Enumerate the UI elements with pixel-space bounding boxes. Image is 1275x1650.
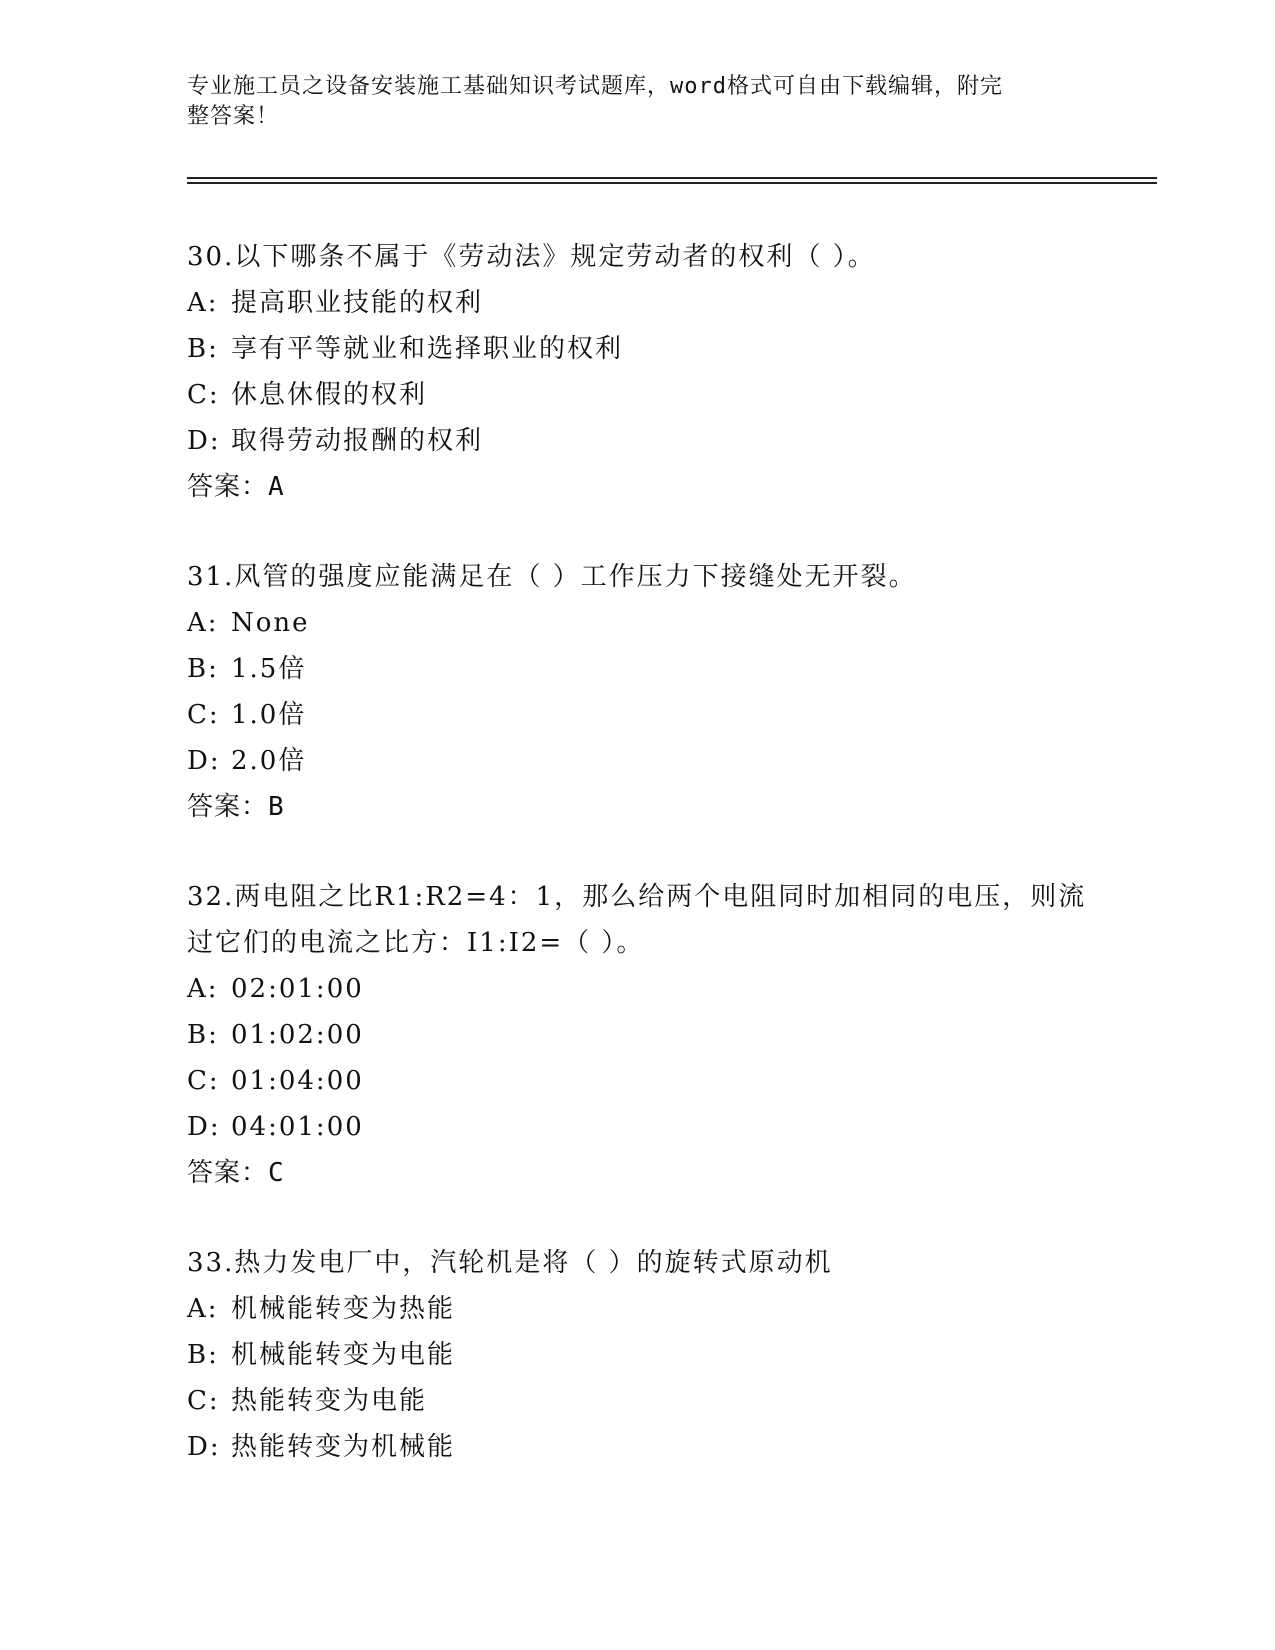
option-c [187,1378,1087,1424]
option-c [187,692,1087,738]
question-stem: 30.以下哪条不属于《劳动法》规定劳动者的权利（ ）。 [187,242,876,272]
option-key: C: [187,700,220,730]
answer-value: C [268,1158,285,1188]
option-key: C: [187,380,220,410]
option-text: 01:04:00 [231,1066,364,1096]
option-text: 休息休假的权利 [231,380,428,410]
option-text: 机械能转变为电能 [231,1340,456,1370]
option-a [187,966,1087,1012]
option-b [187,646,1087,692]
answer-line [187,464,1087,510]
question-31 [187,554,1087,830]
answer-value: B [268,792,285,822]
question-30 [187,234,1087,510]
option-d [187,1104,1087,1150]
option-text: 1.0倍 [231,700,307,730]
option-d [187,738,1087,784]
option-key: D: [187,426,221,456]
option-key: A: [187,288,219,318]
option-key: D: [187,1112,221,1142]
option-text: 享有平等就业和选择职业的权利 [231,334,624,364]
question-stem: 32.两电阻之比R1:R2=4：1，那么给两个电阻同时加相同的电压，则流过它们的电流之比方：I1:I2=（ ）。 [187,882,1087,958]
option-a [187,1286,1087,1332]
option-b [187,1012,1087,1058]
option-key: A: [187,1294,219,1324]
question-32 [187,874,1087,1196]
option-text: 01:02:00 [231,1020,364,1050]
option-b [187,1332,1087,1378]
option-key: B: [187,1340,219,1370]
option-text: 提高职业技能的权利 [231,288,484,318]
answer-line [187,1150,1087,1196]
option-a [187,280,1087,326]
header-divider-bottom [187,182,1157,184]
option-d [187,418,1087,464]
option-key: D: [187,1432,221,1462]
option-text: 04:01:00 [231,1112,364,1142]
header-line-1: 专业施工员之设备安装施工基础知识考试题库，word格式可自由下载编辑，附完 [187,74,1003,99]
option-text: None [231,608,310,638]
option-text: 热能转变为机械能 [231,1432,456,1462]
question-stem: 33.热力发电厂中，汽轮机是将（ ）的旋转式原动机 [187,1248,833,1278]
option-text: 1.5倍 [231,654,307,684]
option-text: 取得劳动报酬的权利 [231,426,484,456]
answer-line [187,784,1087,830]
option-key: B: [187,654,219,684]
option-text: 热能转变为电能 [231,1386,428,1416]
answer-label: 答案： [187,472,269,502]
option-text: 2.0倍 [231,746,307,776]
option-key: C: [187,1066,220,1096]
option-c [187,1058,1087,1104]
option-d [187,1424,1087,1470]
document-header [187,72,1067,132]
option-b [187,326,1087,372]
option-text: 02:01:00 [231,974,364,1004]
option-key: D: [187,746,221,776]
header-divider-top [187,177,1157,179]
question-stem: 31.风管的强度应能满足在（ ）工作压力下接缝处无开裂。 [187,562,917,592]
option-key: C: [187,1386,220,1416]
answer-value: A [268,472,285,502]
answer-label: 答案： [187,792,269,822]
option-a [187,600,1087,646]
question-33 [187,1240,1087,1470]
option-c [187,372,1087,418]
answer-label: 答案： [187,1158,269,1188]
option-key: B: [187,1020,219,1050]
option-text: 机械能转变为热能 [231,1294,456,1324]
option-key: A: [187,608,219,638]
option-key: A: [187,974,219,1004]
option-key: B: [187,334,219,364]
header-line-2: 整答案！ [187,104,280,129]
